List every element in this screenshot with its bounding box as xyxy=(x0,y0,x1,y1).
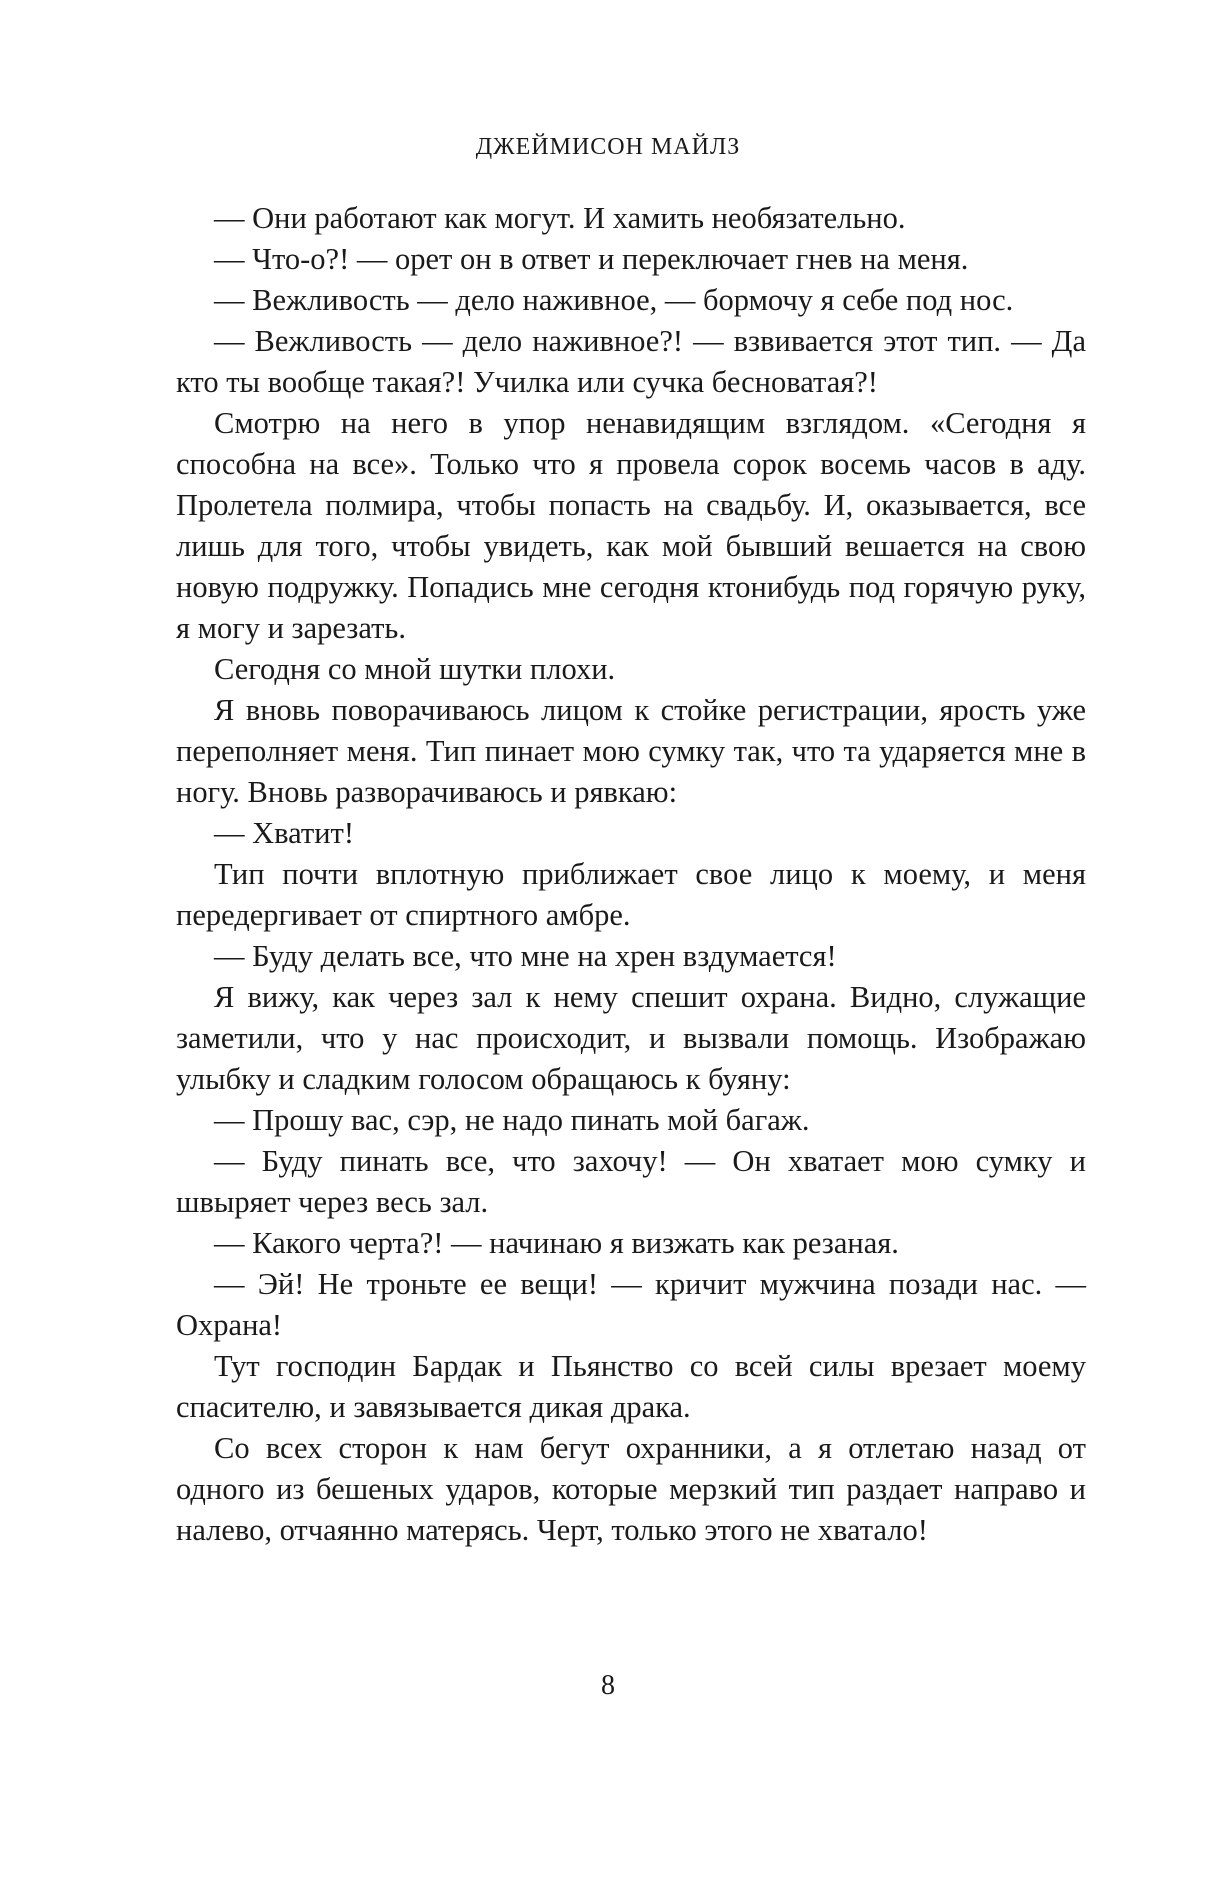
paragraph: — Вежливость — дело наживное, — бормочу я себе под нос. xyxy=(214,283,1014,317)
paragraph: — Вежливость — дело наживное?! — взвивается этот тип. — Да кто ты вообще такая?! Училка или сучка бесноватая?! xyxy=(176,324,1086,399)
paragraph: — Эй! Не троньте ее вещи! — кричит мужчина позади нас. — Охрана! xyxy=(176,1267,1086,1342)
running-head-author: ДЖЕЙМИСОН МАЙЛЗ xyxy=(475,134,741,160)
paragraph: — Что-о?! — орет он в ответ и переключает гнев на меня. xyxy=(214,242,969,276)
paragraph: — Буду делать все, что мне на хрен вздумается! xyxy=(214,939,837,973)
paragraph: Со всех сторон к нам бегут охранники, а я отлетаю назад от одного из бешеных ударов, которые мерзкий тип раздает направо и налево, отчаянно матерясь. Черт, только этого не хватало! xyxy=(176,1431,1086,1547)
paragraph: Я вновь поворачиваюсь лицом к стойке регистрации, ярость уже переполняет меня. Тип пинает мою сумку так, что та ударяется мне в ногу. Вновь разворачиваюсь и рявкаю: xyxy=(176,693,1086,809)
paragraph: — Хватит! xyxy=(214,816,355,850)
paragraph: Я вижу, как через зал к нему спешит охрана. Видно, служащие заметили, что у нас происходит, и вызвали помощь. Изображаю улыбку и сладким голосом обращаюсь к буяну: xyxy=(176,980,1086,1096)
paragraph: — Буду пинать все, что захочу! — Он хватает мою сумку и швыряет через весь зал. xyxy=(176,1144,1086,1219)
body-text xyxy=(176,198,1086,1551)
paragraph: Тип почти вплотную приближает свое лицо к моему, и меня передергивает от спиртного амбре. xyxy=(176,857,1086,932)
paragraph: Смотрю на него в упор ненавидящим взглядом. «Сегодня я способна на все». Только что я провела сорок восемь часов в аду. Пролетела полмира, чтобы попасть на свадьбу. И, оказывается, все лишь для того, чтобы увидеть, как мой бывший вешается на свою новую подружку. Попадись мне сегодня ктонибудь под горячую руку, я могу и зарезать. xyxy=(176,406,1086,645)
page-number: 8 xyxy=(601,1670,615,1701)
paragraph: — Прошу вас, сэр, не надо пинать мой багаж. xyxy=(214,1103,810,1137)
paragraph: Сегодня со мной шутки плохи. xyxy=(214,652,616,686)
paragraph: — Они работают как могут. И хамить необязательно. xyxy=(214,201,906,235)
paragraph: — Какого черта?! — начинаю я визжать как резаная. xyxy=(214,1226,899,1260)
paragraph: Тут господин Бардак и Пьянство со всей силы врезает моему спасителю, и завязывается дикая драка. xyxy=(176,1349,1086,1424)
